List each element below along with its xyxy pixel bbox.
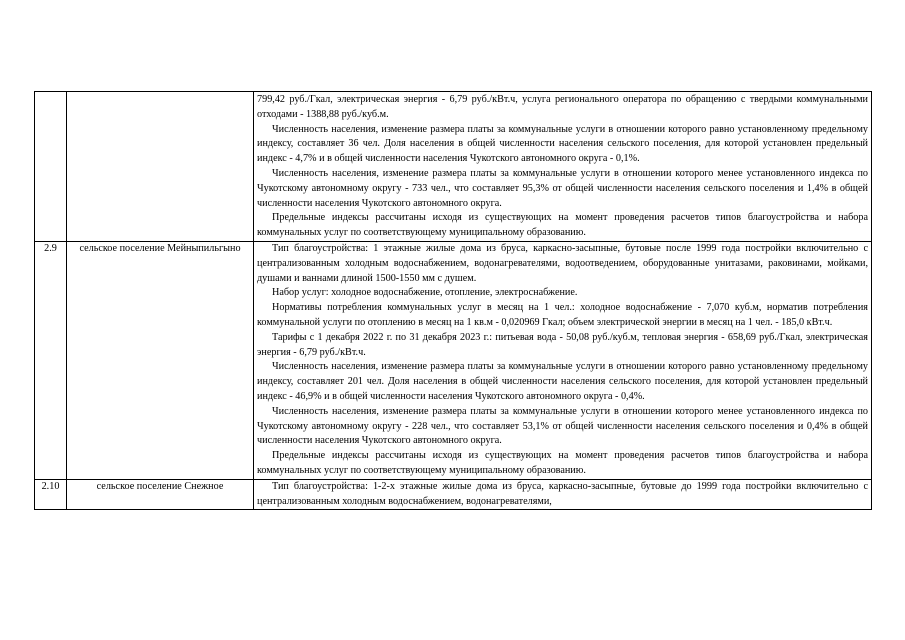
settlement-name: сельское поселение Мейныпильгыно xyxy=(67,241,254,479)
paragraph: Численность населения, изменение размера платы за коммунальные услуги в отношении которого менее установленного индекса по Чукотскому автономному округу - 733 чел., что составляет 95,3% от общей численности населения сельского поселения и 1,4% в общей численности населения Чукотского автономного округа. xyxy=(257,167,868,209)
description-cell xyxy=(254,479,872,510)
table-row xyxy=(35,241,872,479)
paragraph: Численность населения, изменение размера платы за коммунальные услуги в отношении которого менее установленного индекса по Чукотскому автономному округу - 228 чел., что составляет 53,1% от общей численности населения сельского поселения и 0,4% в общей численности населения Чукотского автономного округа. xyxy=(257,405,868,447)
paragraph: Тип благоустройства: 1-2-х этажные жилые дома из бруса, каркасно-засыпные, бутовые до 1999 года постройки включительно с централизованным холодным водоснабжением, водонагревателями, xyxy=(257,480,868,507)
paragraph: Нормативы потребления коммунальных услуг в месяц на 1 чел.: холодное водоснабжение - 7,070 куб.м, норматив потребления коммунальной услуги по отоплению в месяц на 1 кв.м - 0,020969 Гкал; объем электрической энергии в месяц на 1 чел. - 185,0 кВт.ч. xyxy=(257,302,868,328)
paragraph: Тип благоустройства: 1 этажные жилые дома из бруса, каркасно-засыпные, бутовые после 1999 года постройки включительно с централизованным холодным водоснабжением, водонагревателями, водоотведением, оборудованные унитазами, раковинами, мойками, душами и ваннами длиной 1500-1550 мм с душем. xyxy=(257,242,868,284)
paragraph: Предельные индексы рассчитаны исходя из существующих на момент проведения расчетов типов благоустройства и набора коммунальных услуг по соответствующему муниципальному образованию. xyxy=(257,212,868,239)
document-page xyxy=(34,91,872,510)
table-row xyxy=(35,92,872,242)
paragraph: Набор услуг: холодное водоснабжение, отопление, электроснабжение. xyxy=(272,287,578,299)
row-number: 2.9 xyxy=(35,241,67,479)
settlement-name: сельское поселение Снежное xyxy=(67,479,254,510)
paragraph: Тарифы с 1 декабря 2022 г. по 31 декабря 2023 г.: питьевая вода - 50,08 руб./куб.м, тепловая энергия - 658,69 руб./Гкал, электрическая энергия - 6,79 руб./кВт.ч. xyxy=(257,331,868,358)
description-cell xyxy=(254,92,872,242)
table-row xyxy=(35,479,872,510)
paragraph: Численность населения, изменение размера платы за коммунальные услуги в отношении которого равно установленному предельному индексу, составляет 36 чел. Доля населения в общей численности населения сельского поселения, для которой установлен предельный индекс - 4,7% и в общей численности населения Чукотского автономного округа - 0,1%. xyxy=(257,123,868,165)
row-number: 2.10 xyxy=(35,479,67,510)
paragraph: Численность населения, изменение размера платы за коммунальные услуги в отношении которого равно установленному предельному индексу, составляет 201 чел. Доля населения в общей численности населения сельского поселения, для которой установлен предельный индекс - 46,9% и в общей численности населения Чукотского автономного округа - 0,4%. xyxy=(257,361,868,402)
paragraph: 799,42 руб./Гкал, электрическая энергия - 6,79 руб./кВт.ч, услуга регионального оператора по обращению с твердыми коммунальными отходами - 1388,88 руб./куб.м. xyxy=(257,94,868,120)
description-cell xyxy=(254,241,872,479)
paragraph: Предельные индексы рассчитаны исходя из существующих на момент проведения расчетов типов благоустройства и набора коммунальных услуг по соответствующему муниципальному образованию. xyxy=(257,450,868,476)
tariff-table xyxy=(34,91,872,510)
settlement-name xyxy=(67,92,254,242)
row-number xyxy=(35,92,67,242)
